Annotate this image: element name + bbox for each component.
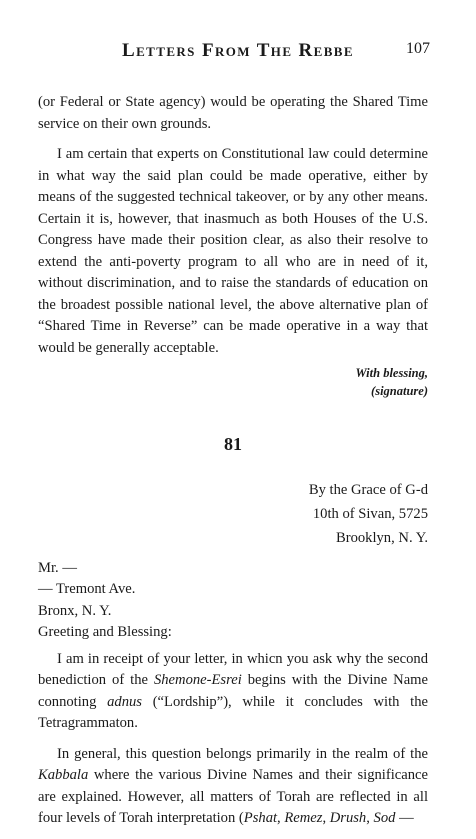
closing (38, 364, 428, 400)
term-italic: Sod (373, 810, 396, 826)
text-run: , (366, 810, 374, 826)
dateline-date: 10th of Sivan, 5725 (312, 505, 428, 522)
term-italic: Pshat (243, 810, 278, 826)
dateline-line: By the Grace of G-d (308, 481, 428, 498)
page-body (38, 92, 428, 839)
dateline (38, 478, 428, 550)
page-number: 107 (406, 40, 430, 57)
text-run: — (395, 810, 414, 826)
running-head (0, 40, 476, 70)
term-italic: Remez (284, 810, 323, 826)
closing-signature: (signature) (371, 384, 428, 398)
text-run: I am in receipt of your letter, in whicn you ask why the second benediction of the (38, 650, 428, 688)
text-run: begins with the Divine Name connoting (38, 672, 429, 710)
addressee-street: — Tremont Ave. (38, 581, 136, 597)
text-run: (“Lordship”), while it concludes with the Tetragrammaton. (38, 693, 428, 731)
text-run: where the various Divine Names and their significance are explained. However, all matters of Torah are reflected in all four levels of Torah interpretation ( (38, 767, 428, 826)
term-italic: Kabbala (38, 767, 89, 783)
term-italic: adnus (107, 693, 142, 710)
text-run: , (322, 810, 330, 826)
dateline-place: Brooklyn, N. Y. (335, 529, 428, 546)
closing-salutation: With blessing, (355, 366, 428, 380)
addressee (38, 558, 428, 644)
letter-number: 81 (224, 434, 242, 454)
paragraph: I am certain that experts on Constitutional law could determine in what way the said plan could be made operative, either by means of the suggested technical takeover, or by any other means. Certain it is, however, that inasmuch as both Houses of the U.S. Congress have made their position clear, as also their resolve to extend the anti-poverty program to all who are in need of it, without discrimination, and to raise the standards of education on the broadest possible national level, the above alternative plan of “Shared Time in Reverse” can be made operative in a way that would be generally acceptable. (38, 146, 428, 356)
paragraph (38, 744, 428, 830)
addressee-name: Mr. — (38, 559, 77, 576)
paragraph (38, 649, 428, 735)
term-italic: Shemone-Esrei (153, 672, 242, 688)
addressee-city: Bronx, N. Y. (38, 602, 112, 619)
text-run: , (277, 810, 285, 826)
paragraph-continued: (or Federal or State agency) would be operating the Shared Time service on their own grounds. (38, 94, 428, 132)
greeting: Greeting and Blessing: (38, 624, 172, 640)
term-italic: Drush (329, 810, 367, 826)
text-run: In general, this question belongs primarily in the realm of the (57, 745, 428, 762)
running-title: Letters From The Rebbe (122, 40, 354, 61)
